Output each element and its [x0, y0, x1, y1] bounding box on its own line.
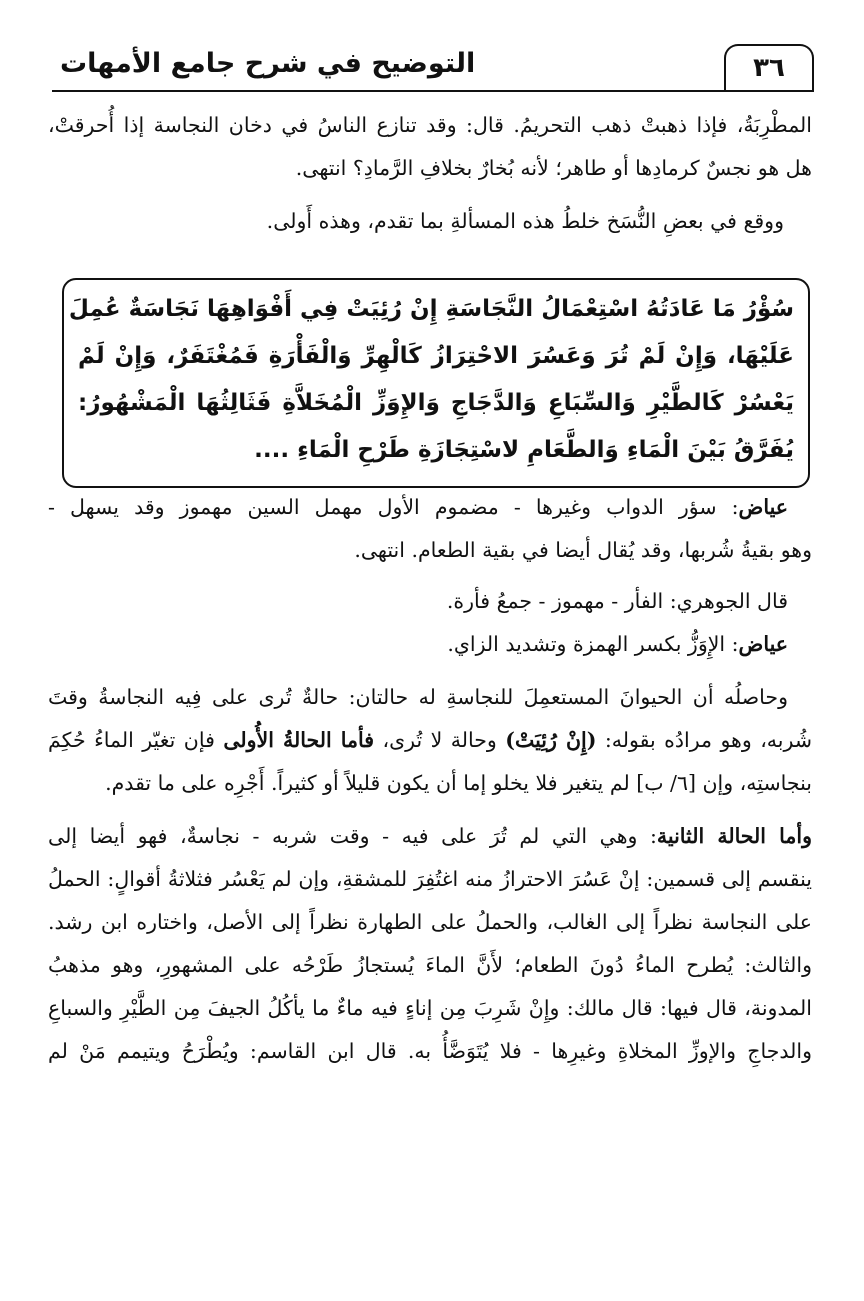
text-line: وحاصلُه أن الحيوانَ المستعمِلَ للنجاسةِ له حالتان: حالةٌ تُرى على فِيه النجاسةُ وقتَ — [48, 685, 788, 709]
text-line: ووقع في بعضِ النُّسَخ خلطُ هذه المسألةِ بما تقدم، وهذه أَولى. — [266, 209, 784, 233]
text-line: هل هو نجسٌ كرمادِها أو طاهر؛ لأنه بُخارٌ بخلافِ الرَّمادِ؟ انتهى. — [295, 156, 812, 180]
running-title: التوضيح في شرح جامع الأمهات — [60, 48, 476, 79]
section-heading: وأما الحالة الثانية — [656, 824, 812, 848]
matn-line: سُؤْرُ مَا عَادَتُهُ اسْتِعْمَالُ النَّجَاسَةِ إِنْ رُئِيَتْ فِي أَفْوَاهِهَا نَجَاسَةٌ عُمِلَ — [68, 296, 794, 322]
text-line: قال الجوهري: الفأر - مهموز - جمعُ فأرة. — [446, 589, 788, 613]
matn-box — [62, 278, 810, 488]
text-line: المدونة، قال فيها: قال مالك: وإِنْ شَرِبَ مِن إناءٍ فيه ماءٌ ما يأكُلُ الجيفَ مِن الطَّيْرِ والسباعِ — [48, 996, 812, 1020]
text-line: على النجاسة نظراً إلى الغالب، والحملُ على الطهارة نظراً إلى الأصل، واختاره ابن رشد. — [48, 910, 812, 934]
text-line: ينقسم إلى قسمين: إنْ عَسُرَ الاحترازُ منه اغتُفِرَ للمشقةِ، وإن لم يَعْسُر فثلاثةُ أقوالٍ: الحملُ — [48, 867, 812, 891]
line-text: وحالة لا تُرى، — [374, 728, 506, 752]
text-line — [48, 486, 812, 529]
text-line — [48, 719, 812, 762]
line-text: : سؤر الدواب وغيرها - مضموم الأول مهمل السين مهموز وقد يسهل - — [48, 495, 739, 519]
page-number: ٣٦ — [724, 44, 814, 90]
page-header — [52, 38, 814, 92]
text-line: بنجاستِه، وإن [٦/ ب] لم يتغير فلا يخلو إما أن يكون قليلاً أو كثيراً. أَجْرِه على ما تقدم. — [105, 771, 812, 795]
matn-quote: (إِنْ رُئِيَتْ) — [505, 728, 597, 752]
text-line — [48, 623, 812, 666]
text-line: وهو بقيةُ شُربها، وقد يُقال أيضا في بقية الطعام. انتهى. — [354, 538, 812, 562]
commentary — [48, 486, 812, 1073]
matn-line: يَعْسُرْ كَالطَّيْرِ وَالسِّبَاعِ وَالدَّجَاجِ وَالإِوَزِّ الْمُخَلاَّةِ فَثَالِثُهَا الْمَشْهُورُ: — [78, 390, 794, 416]
line-text: شُربه، وهو مرادُه بقوله: — [596, 728, 812, 752]
author-label: عياض — [738, 495, 788, 519]
text-line — [48, 815, 812, 858]
intro-paragraph — [48, 104, 812, 243]
matn-line: عَلَيْهَا، وَإِنْ لَمْ تُرَ وَعَسُرَ الاحْتِرَازُ كَالْهِرِّ وَالْفَأْرَةِ فَمُغْتَفَرٌ، وَإِنْ لَمْ — [78, 343, 794, 369]
text-line: والدجاجِ والإوزِّ المخلاةِ وغيرِها - فلا يُتَوَضَّأُ به. قال ابن القاسم: ويُطْرَحُ ويتيمم مَنْ لم — [48, 1039, 812, 1063]
line-text: : الإِوَزُّ بكسر الهمزة وتشديد الزاي. — [447, 632, 739, 656]
text-line: المطْرِبَةُ، فإذا ذهبتْ ذهب التحريمُ. قال: وقد تنازع الناسُ في دخان النجاسة إذا أُحرقتْ، — [48, 113, 812, 137]
line-text: : وهي التي لم تُرَ على فيه - وقت شربه - نجاسةٌ، فهو أيضا إلى — [48, 824, 657, 848]
author-label: عياض — [738, 632, 788, 656]
section-heading: فأما الحالةُ الأُولى — [223, 728, 375, 752]
line-text: فإن تغيّر الماءُ حُكِمَ — [48, 728, 224, 752]
matn-line: يُفَرَّقُ بَيْنَ الْمَاءِ وَالطَّعَامِ لاسْتِجَازَةِ طَرْحِ الْمَاءِ .... — [254, 437, 794, 463]
text-line: والثالث: يُطرح الماءُ دُونَ الطعام؛ لأَنَّ الماءَ يُستجازُ طَرْحُه على المشهورِ، وهو مذهبُ — [48, 953, 812, 977]
